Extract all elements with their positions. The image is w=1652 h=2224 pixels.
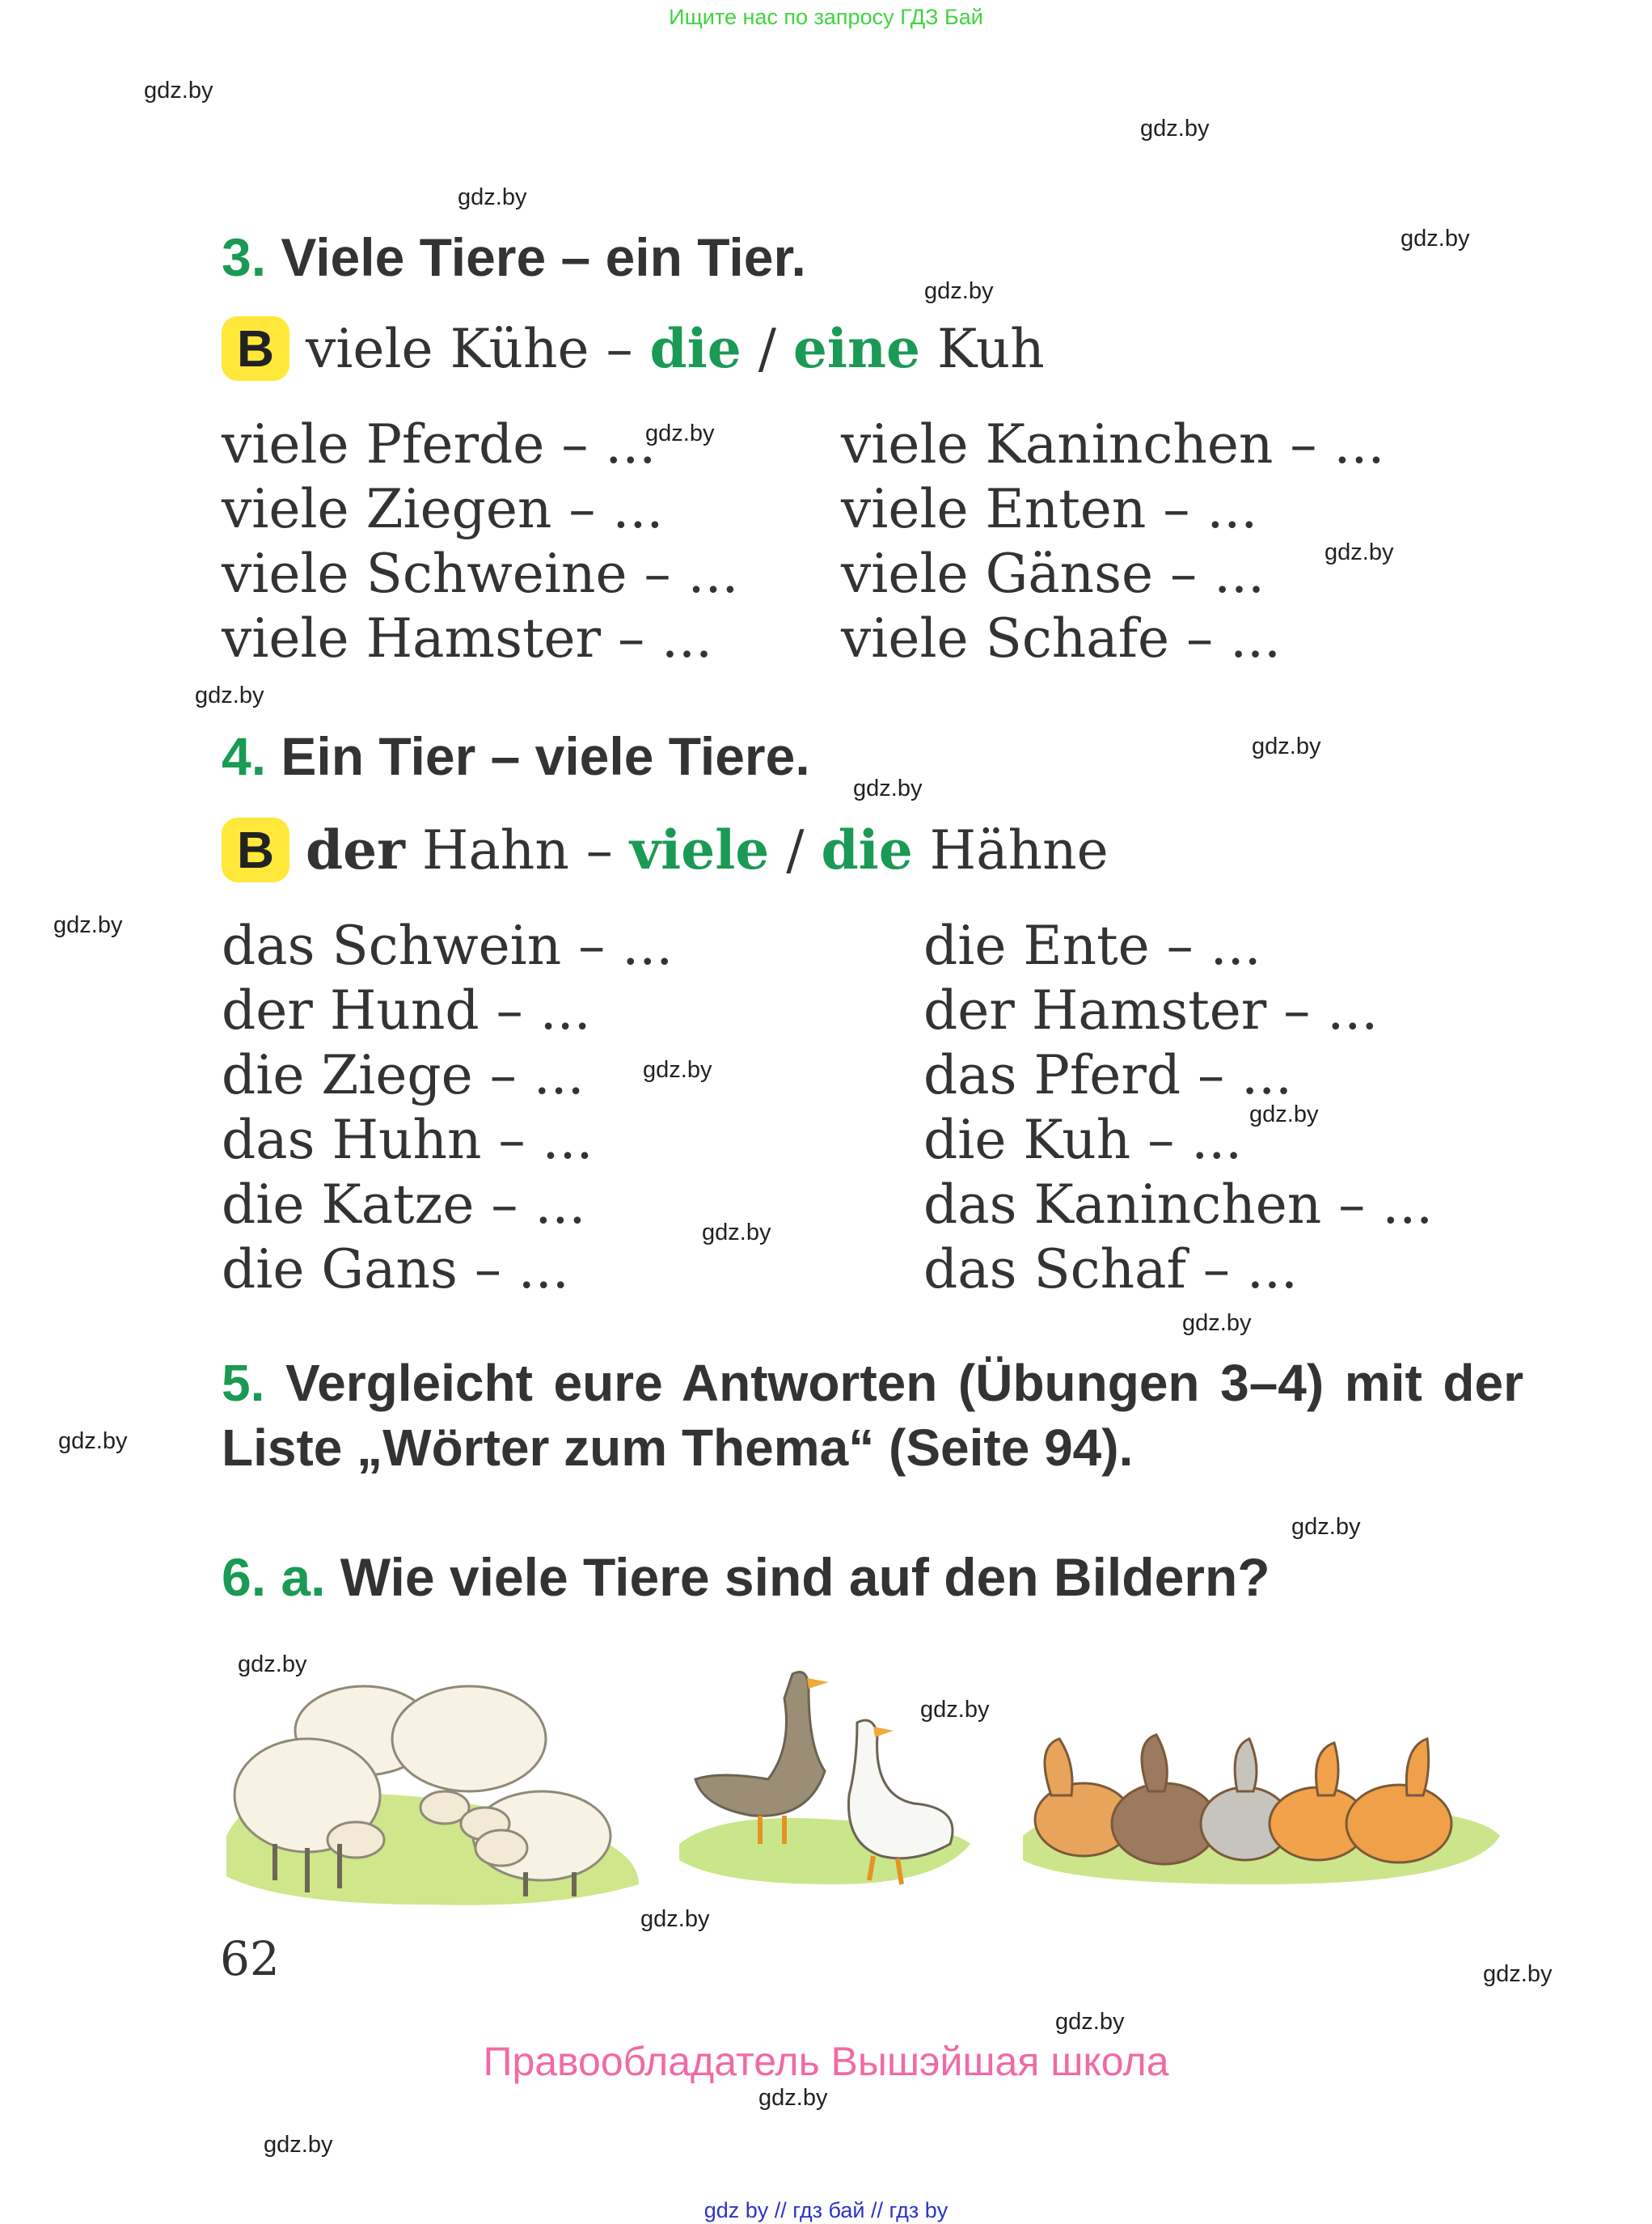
exercise-number: 4.	[222, 726, 267, 786]
exercise-item: viele Kaninchen – ...	[841, 413, 1385, 476]
exercise-item: viele Schafe – ...	[841, 607, 1282, 670]
exercise-item: viele Enten – ...	[841, 478, 1258, 540]
exercise-item: das Huhn – ...	[222, 1109, 594, 1171]
exercise-item: die Gans – ...	[222, 1238, 569, 1300]
geese-illustration	[671, 1650, 978, 1892]
exercise-title: Ein Tier – viele Tiere.	[281, 726, 810, 786]
watermark: gdz.by	[640, 1906, 710, 1932]
sheep-illustration	[218, 1674, 655, 1909]
example-text: viele Kühe –	[306, 318, 650, 380]
rights-holder: Правообладатель Вышэйшая школа	[483, 2039, 1169, 2084]
top-banner: Ищите нас по запросу ГДЗ Бай	[669, 5, 983, 29]
exercise-4-right-column	[923, 914, 1433, 1302]
watermark: gdz.by	[264, 2132, 333, 2158]
watermark: gdz.by	[58, 1428, 128, 1454]
exercise-title: Wie viele Tiere sind auf den Bildern?	[340, 1547, 1270, 1607]
exercise-item: viele Hamster – ...	[222, 607, 712, 670]
example-slash: /	[769, 819, 822, 882]
exercise-item: das Schwein – ...	[222, 915, 674, 977]
page-number: 62	[220, 1931, 280, 1986]
exercise-item: viele Ziegen – ...	[222, 478, 664, 540]
exercise-4-example	[222, 818, 1109, 887]
watermark: gdz.by	[1249, 1101, 1319, 1127]
example-article: die	[649, 317, 741, 380]
example-badge-icon: B	[222, 316, 289, 381]
exercise-item: die Ente – ...	[923, 915, 1261, 977]
exercise-3-right-column	[841, 412, 1384, 671]
exercise-number: 6. a.	[222, 1547, 326, 1607]
exercise-item: viele Pferde – ...	[222, 413, 657, 476]
exercise-text: Vergleicht eure Antworten (Übungen 3–4) mit der Liste „Wörter zum Thema“ (Seite 94).	[222, 1354, 1524, 1477]
example-badge-icon: B	[222, 818, 289, 882]
exercise-3-heading	[222, 226, 806, 288]
watermark: gdz.by	[853, 776, 923, 801]
example-text: Kuh	[919, 318, 1045, 380]
exercise-3-left-column	[222, 412, 738, 671]
watermark: gdz.by	[195, 683, 264, 708]
watermark: gdz.by	[645, 421, 715, 446]
watermark: gdz.by	[144, 78, 213, 104]
watermark: gdz.by	[758, 2085, 828, 2111]
exercise-number: 5.	[222, 1354, 265, 1412]
example-slash: /	[741, 318, 793, 380]
exercise-item: das Schaf – ...	[923, 1238, 1298, 1300]
exercise-item: die Katze – ...	[222, 1173, 586, 1236]
rabbits-illustration	[1019, 1731, 1504, 1892]
watermark: gdz.by	[1401, 226, 1470, 252]
example-article: der	[306, 818, 405, 882]
exercise-6-heading	[222, 1546, 1270, 1608]
watermark: gdz.by	[1055, 2009, 1125, 2035]
watermark: gdz.by	[1325, 539, 1394, 565]
watermark: gdz.by	[702, 1220, 771, 1245]
exercise-item: die Kuh – ...	[923, 1109, 1243, 1171]
exercise-3-example	[222, 317, 1045, 386]
watermark: gdz.by	[1483, 1961, 1553, 1987]
exercise-item: viele Gänse – ...	[841, 543, 1265, 605]
example-text: Hähne	[912, 819, 1109, 882]
watermark: gdz.by	[238, 1651, 307, 1677]
example-article: eine	[792, 317, 920, 380]
exercise-item: der Hamster – ...	[923, 979, 1379, 1042]
exercise-item: die Ziege – ...	[222, 1044, 585, 1106]
exercise-5	[222, 1351, 1523, 1480]
exercise-item: das Kaninchen – ...	[923, 1173, 1434, 1236]
watermark: gdz.by	[920, 1697, 990, 1723]
watermark: gdz.by	[643, 1057, 712, 1083]
watermark: gdz.by	[1252, 734, 1321, 759]
watermark: gdz.by	[1182, 1310, 1252, 1336]
watermark: gdz.by	[458, 184, 527, 210]
exercise-title: Viele Tiere – ein Tier.	[281, 227, 806, 287]
watermark: gdz.by	[53, 912, 123, 938]
exercise-4-left-column	[222, 914, 673, 1302]
watermark: gdz.by	[1140, 116, 1210, 142]
exercise-4-heading	[222, 725, 810, 787]
watermark: gdz.by	[1291, 1514, 1361, 1540]
example-text: Hahn –	[404, 819, 630, 882]
watermark: gdz.by	[924, 278, 994, 304]
exercise-item: der Hund – ...	[222, 979, 591, 1042]
footer-links[interactable]: gdz by // гдз бай // гдз by	[703, 2198, 949, 2222]
exercise-number: 3.	[222, 227, 267, 287]
exercise-item: das Pferd – ...	[923, 1044, 1293, 1106]
example-article: die	[821, 818, 913, 882]
exercise-item: viele Schweine – ...	[222, 543, 739, 605]
example-word: viele	[629, 818, 770, 882]
